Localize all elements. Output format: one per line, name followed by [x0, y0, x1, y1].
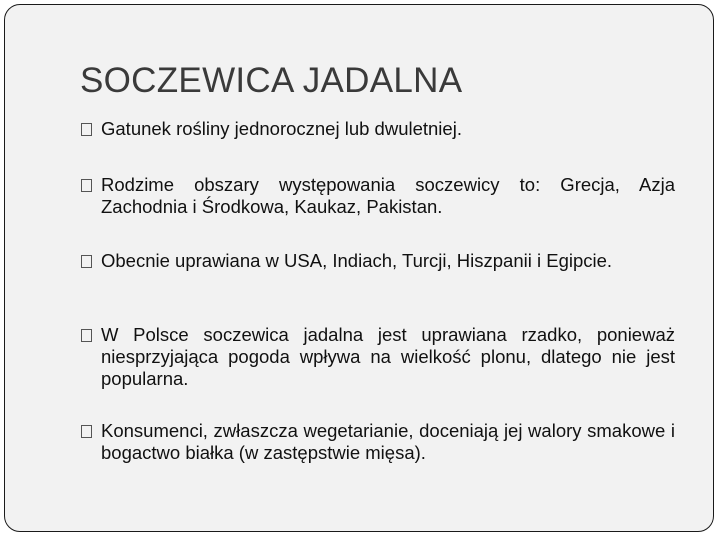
bullet-square-icon: [81, 255, 92, 268]
bullet-item-4: [81, 324, 675, 390]
bullet-item-3: [81, 250, 675, 272]
slide-title: SOCZEWICA JADALNA: [80, 61, 463, 100]
slide-frame: [4, 4, 714, 532]
bullet-square-icon: [81, 425, 92, 438]
bullet-square-icon: [81, 179, 92, 192]
bullet-square-icon: [81, 123, 92, 136]
bullet-text: Rodzime obszary występowania soczewicy to: Grecja, Azja Zachodnia i Środkowa, Kaukaz, Pakistan.: [101, 174, 675, 217]
bullet-text: W Polsce soczewica jadalna jest uprawiana rzadko, ponieważ niesprzyjająca pogoda wpływa na wielkość plonu, dlatego nie jest popularna.: [101, 324, 675, 389]
bullet-square-icon: [81, 329, 92, 342]
bullet-item-1: [81, 118, 675, 140]
bullet-item-5: [81, 420, 675, 464]
bullet-text: Gatunek rośliny jednorocznej lub dwuletniej.: [101, 118, 462, 139]
bullet-item-2: [81, 174, 675, 218]
bullet-text: Obecnie uprawiana w USA, Indiach, Turcji, Hiszpanii i Egipcie.: [101, 250, 613, 271]
bullet-text: Konsumenci, zwłaszcza wegetarianie, doceniają jej walory smakowe i bogactwo białka (w zastępstwie mięsa).: [101, 420, 675, 463]
